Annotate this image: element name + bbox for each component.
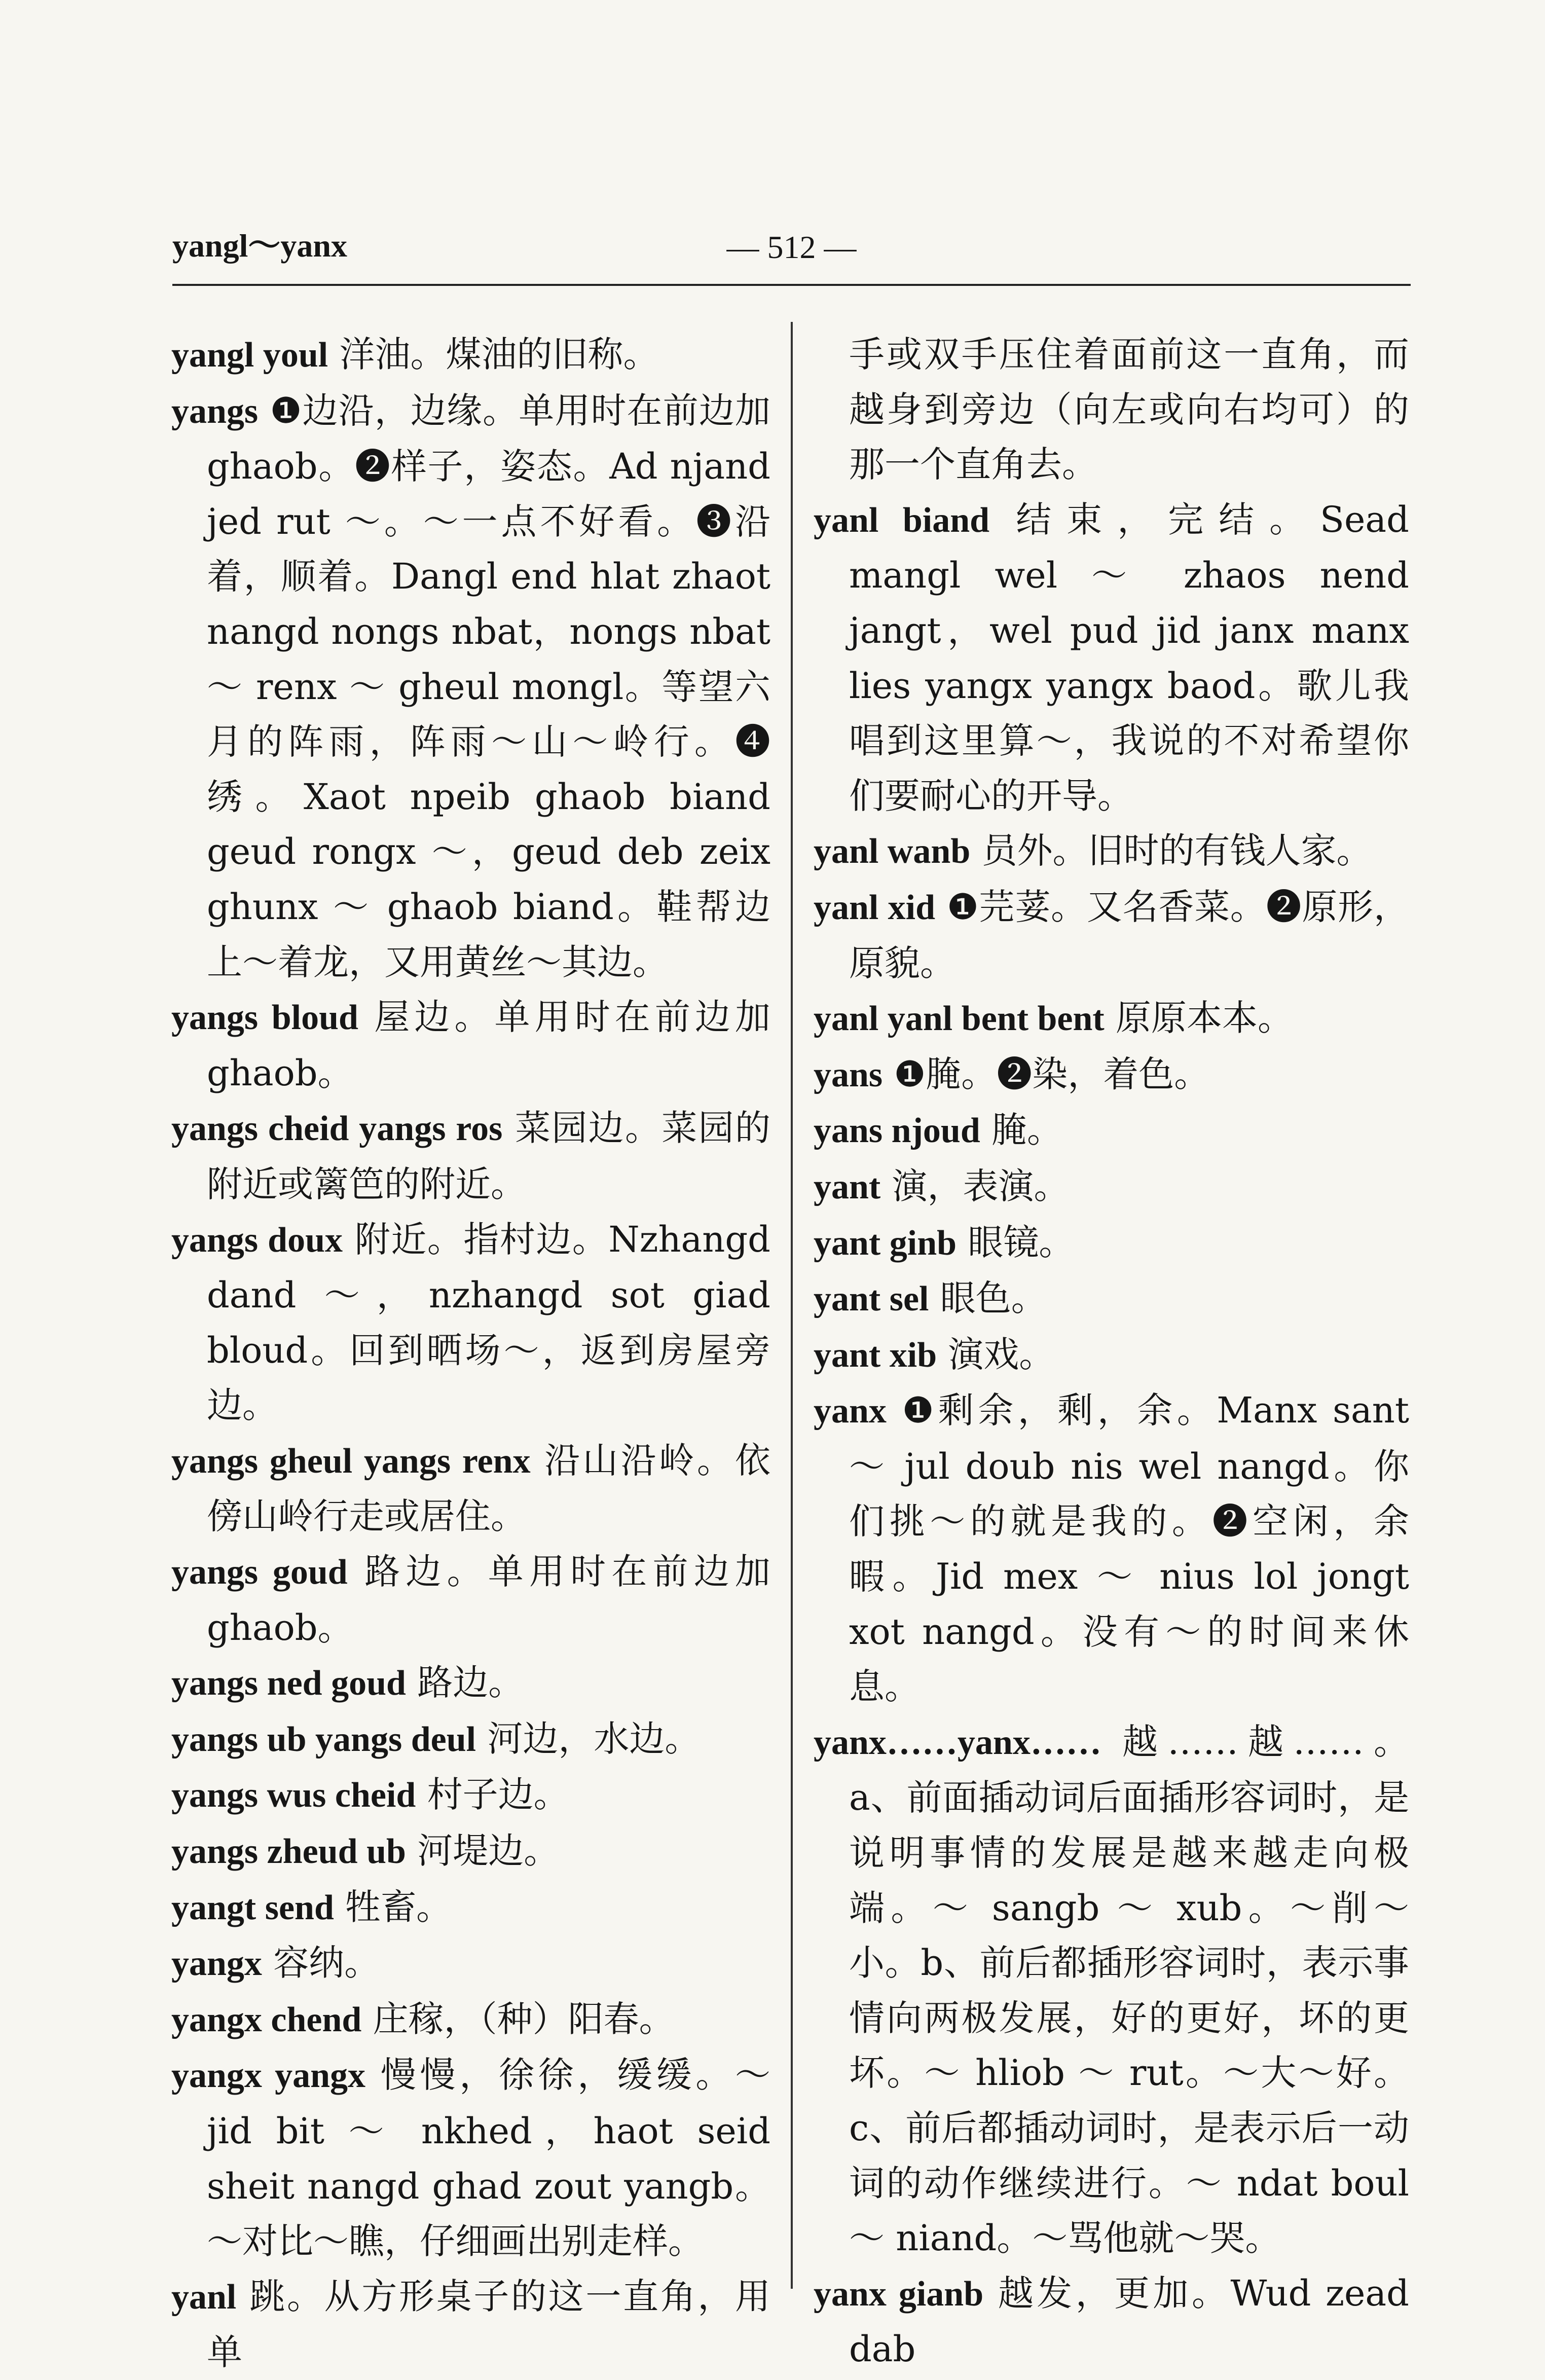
- dictionary-entry: [814, 1159, 1409, 1215]
- entry-headword: yanx: [814, 1392, 887, 1431]
- entry-definition: ❶边沿，边缘。单用时在前边加ghaob。❷样子，姿态。Ad njand jed rut ～。～一点不好看。❸沿着，顺着。Dangl end hlat zhaot nangd nongs nbat，nongs nbat ～ renx ～ gheul mongl。等望六月的阵雨，阵雨～山～岭行。❹绣。Xaot npeib ghaob biand geud rongx ～，geud deb zeix ghunx ～ ghaob biand。鞋帮边上～着龙，又用黄丝～其边。: [207, 389, 770, 983]
- entry-definition: 屋边。单用时在前边加ghaob。: [207, 996, 770, 1094]
- dictionary-entry: [171, 1101, 770, 1212]
- entry-definition: 村子边。: [427, 1774, 569, 1816]
- dictionary-entry: [171, 383, 770, 990]
- dictionary-entry: [171, 1992, 770, 2048]
- dictionary-entry: [814, 1047, 1409, 1103]
- entry-headword: yangx yangx: [171, 2056, 366, 2096]
- entry-headword: yanx……yanx……: [814, 1723, 1101, 1762]
- entry-definition: 洋油。煤油的旧称。: [339, 334, 659, 375]
- entry-definition: 跳。从方形桌子的这一直角，用单: [207, 2275, 770, 2373]
- left-column: [171, 327, 770, 2380]
- dictionary-entry: [171, 1433, 770, 1544]
- entry-definition: ❶剩余，剩，余。Manx sant ～ jul doub nis wel nangd。你们挑～的就是我的。❷空闲，余暇。Jid mex ～ nius lol jongt xot nangd。没有～的时间来休息。: [849, 1389, 1409, 1708]
- entry-definition: 眼镜。: [968, 1221, 1075, 1263]
- entry-headword: yans: [814, 1055, 883, 1094]
- page-header: [172, 213, 1411, 286]
- entry-definition: 庄稼，（种）阳春。: [373, 1998, 675, 2040]
- page-number: — 512 —: [726, 229, 857, 265]
- entry-headword: yant ginb: [814, 1223, 957, 1263]
- entry-headword: yanl yanl bent bent: [814, 999, 1105, 1039]
- entry-definition: 菜园边。菜园的附近或篱笆的附近。: [207, 1107, 770, 1205]
- entry-definition: 原原本本。: [1116, 997, 1294, 1039]
- dictionary-entry: [171, 1544, 770, 1655]
- entry-headword: yangs: [171, 391, 259, 431]
- dictionary-entry: [814, 1103, 1409, 1159]
- dictionary-entry: [814, 991, 1409, 1047]
- dictionary-entry: [171, 1823, 770, 1880]
- entry-definition: 手或双手压住着面前这一直角，而越身到旁边（向左或向右均可）的那一个直角去。: [849, 334, 1409, 486]
- dictionary-entry: [171, 1935, 770, 1992]
- entry-definition: ❶腌。❷染，着色。: [894, 1053, 1210, 1095]
- entry-headword: yangs goud: [171, 1553, 348, 1592]
- dictionary-entry: [171, 1767, 770, 1823]
- entry-headword: yangs gheul yangs renx: [171, 1441, 531, 1481]
- dictionary-entry: [814, 492, 1409, 824]
- entry-headword: yangs doux: [171, 1220, 343, 1260]
- entry-definition: ❶芫荽。又名香菜。❷原形，原貌。: [849, 886, 1409, 984]
- dictionary-entry: [814, 880, 1409, 991]
- entry-definition: 牲畜。: [345, 1886, 452, 1928]
- entry-headword: yangt send: [171, 1888, 334, 1927]
- dictionary-entry: [814, 1327, 1409, 1383]
- entry-headword: yanl xid: [814, 888, 936, 927]
- dictionary-entry: [814, 1215, 1409, 1271]
- entry-definition: 越……越……。a、前面插动词后面插形容词时，是说明事情的发展是越来越走向极端。～ sangb ～ xub。～削～小。b、前后都插形容词时，表示事情向两极发展，好的更好，坏的更坏。～ hliob ～ rut。～大～好。c、前后都插动词时，是表示后一动词的动作继续进行。～ ndat boul ～ niand。～骂他就～哭。: [849, 1720, 1409, 2259]
- entry-headword: yant xib: [814, 1335, 937, 1375]
- entry-definition: 路边。单用时在前边加ghaob。: [207, 1551, 770, 1649]
- entry-definition: 沿山沿岭。依傍山岭行走或居住。: [207, 1439, 771, 1537]
- dictionary-entry: [171, 1655, 770, 1711]
- entry-definition: 结束，完结。Sead mangl wel ～ zhaos nend jangt，wel pud jid janx manx lies yangx yangx baod。歌儿我唱到这里算～，我说的不对希望你们要耐心的开导。: [849, 498, 1409, 817]
- entry-headword: yangs ned goud: [171, 1664, 406, 1703]
- entry-definition: 越发，更加。Wud zead dab: [849, 2272, 1409, 2370]
- entry-definition: 演，表演。: [892, 1165, 1070, 1207]
- entry-headword: yangl youl: [171, 336, 328, 375]
- dictionary-entry: [814, 823, 1409, 880]
- entry-definition: 附近。指村边。Nzhangd dand ～，nzhangd sot giad bloud。回到晒场～，返到房屋旁边。: [207, 1218, 770, 1426]
- entry-definition: 慢慢，徐徐，缓缓。～ jid bit ～ nkhed，haot seid sheit nangd ghad zout yangb。～对比～瞧，仔细画出别走样。: [207, 2054, 770, 2262]
- entry-headword: yangs wus cheid: [171, 1776, 416, 1815]
- entry-definition: 眼色。: [940, 1277, 1047, 1320]
- entry-headword: yangx: [171, 1944, 262, 1984]
- dictionary-entry: [814, 1383, 1409, 1714]
- entry-headword: yanx gianb: [814, 2274, 984, 2314]
- entry-definition: 路边。: [417, 1662, 524, 1704]
- entry-definition: 容纳。: [273, 1942, 380, 1984]
- entry-headword: yant sel: [814, 1279, 929, 1319]
- dictionary-entry: [171, 1880, 770, 1936]
- dictionary-entry: [171, 990, 770, 1101]
- entry-headword: yanl wanb: [814, 832, 971, 871]
- entry-headword: yangs bloud: [171, 998, 358, 1038]
- right-column: [814, 327, 1409, 2377]
- dictionary-entry: [171, 2047, 770, 2268]
- entry-definition: 员外。旧时的有钱人家。: [981, 830, 1372, 872]
- entry-headword: yangx chend: [171, 2000, 362, 2039]
- column-divider: [791, 322, 793, 2289]
- entry-definition: 河堤边。: [417, 1830, 560, 1872]
- entry-headword: yangs zheud ub: [171, 1832, 406, 1872]
- entry-headword: yangs ub yangs deul: [171, 1719, 476, 1759]
- entry-headword: yant: [814, 1167, 881, 1206]
- dictionary-entry: [814, 327, 1409, 492]
- dictionary-entry: [814, 1714, 1409, 2266]
- entry-headword: yangs cheid yangs ros: [171, 1109, 503, 1149]
- entry-headword: yanl: [171, 2277, 237, 2317]
- header-entry-range: yangl～yanx: [172, 228, 347, 264]
- entry-headword: yans njoud: [814, 1111, 980, 1151]
- dictionary-entry: [171, 1711, 770, 1768]
- dictionary-entry: [171, 327, 770, 383]
- dictionary-entry: [814, 2266, 1409, 2377]
- dictionary-entry: [171, 2269, 770, 2380]
- entry-definition: 演戏。: [948, 1333, 1055, 1375]
- entry-headword: yanl biand: [814, 500, 990, 540]
- entry-definition: 河边，水边。: [487, 1717, 701, 1760]
- dictionary-entry: [171, 1212, 770, 1433]
- entry-definition: 腌。: [991, 1109, 1063, 1151]
- dictionary-entry: [814, 1271, 1409, 1327]
